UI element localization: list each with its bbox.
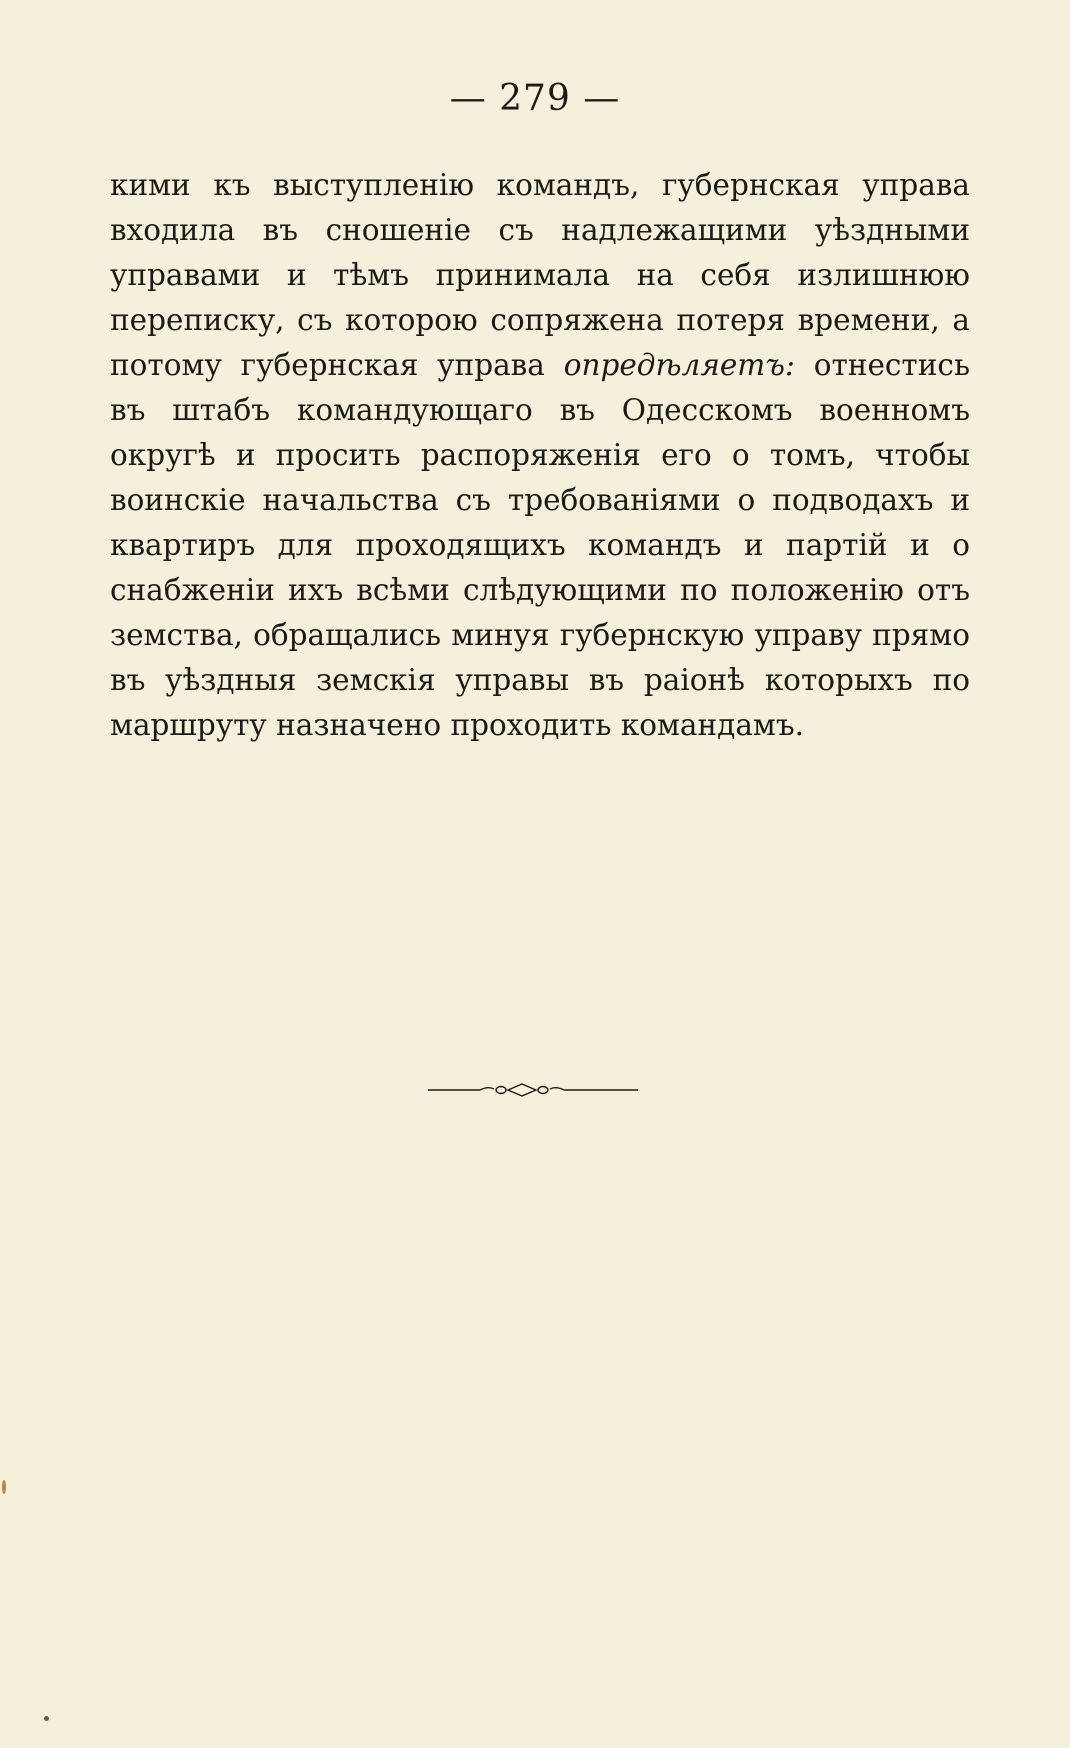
paragraph-text-before: кими къ выступленію командъ, губернская управа входила въ сношеніе съ надлежащими уѣздными управами и тѣмъ принимала на себя излишнюю переписку, съ которою сопряжена потеря времени, а потому губернская управа (110, 168, 970, 382)
paragraph (110, 163, 970, 748)
page-number: — 279 — (449, 78, 621, 119)
paper-speck (44, 1716, 49, 1721)
paragraph-text-after: отнестись въ штабъ командующаго въ Одесскомъ военномъ округѣ и просить распоряженія его о томъ, чтобы воинскіе начальства съ требованіями о подводахъ и квартиръ для проходящихъ командъ и партій и о снабженіи ихъ всѣми слѣдующими по положенію отъ земства, обращались минуя губернскую управу прямо въ уѣздныя земскія управы въ раіонѣ которыхъ по маршруту назначено проходить командамъ. (110, 348, 970, 742)
paper-speck (2, 1480, 6, 1494)
emphasis-word: опредѣляетъ: (563, 348, 795, 382)
body-text (110, 163, 970, 748)
ornament-divider (428, 1080, 638, 1100)
